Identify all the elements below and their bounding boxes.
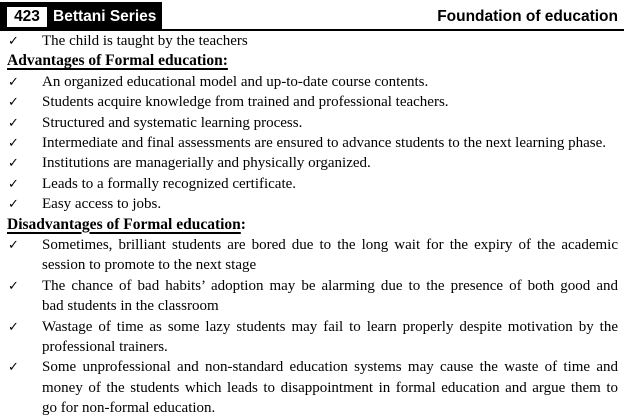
list-item [7,133,618,153]
list-item [7,317,618,358]
checkmark-icon: ✓ [8,360,19,376]
list-item-text-line: go for non-formal education. [42,400,216,417]
list-item-text: Intermediate and final assessments are ensured to advance students to the next learning phase. [42,135,606,152]
checkmark-icon: ✓ [8,278,19,294]
checkmark-icon: ✓ [8,176,19,192]
list-item-text: An organized educational model and up-to-date course contents. [42,73,429,90]
list-item-text: Structured and systematic learning process. [42,114,303,131]
page-header [0,0,624,31]
list-item-text-line: Some unprofessional and non-standard education systems may cause the waste of time and [42,359,618,376]
list-item [7,153,618,173]
page-number: 423 [7,7,47,27]
list-item [7,194,618,214]
book-title: Foundation of education [437,8,618,25]
list-item [7,92,618,112]
list-item-text-line: bad students in the classroom [42,298,219,315]
checkmark-icon: ✓ [8,319,19,335]
list-item [7,72,618,92]
list-item-text: Leads to a formally recognized certificate. [42,175,297,192]
list-item-text: Easy access to jobs. [42,196,162,213]
list-item-text-line: The chance of bad habits’ adoption may be alarming due to the presence of both good and [42,277,618,294]
section-heading-disadvantages: Disadvantages of Formal education: [7,215,246,233]
checkmark-icon: ✓ [8,156,19,172]
checkmark-icon: ✓ [8,197,19,213]
checkmark-icon: ✓ [8,238,19,254]
checkmark-icon: ✓ [8,34,19,49]
checkmark-icon: ✓ [8,74,19,90]
list-item [7,31,618,51]
list-item [7,357,618,418]
section-heading-advantages: Advantages of Formal education: [7,52,228,70]
checkmark-icon: ✓ [8,115,19,131]
list-item-text-line: professional trainers. [42,339,168,356]
list-item-text-line: session to promote to the next stage [42,257,257,274]
list-item-text-line: Wastage of time as some lazy students may fail to learn properly despite motivation by the [42,318,618,335]
list-item [7,174,618,194]
list-item [7,276,618,317]
list-item-text: Institutions are managerially and physically organized. [42,155,371,172]
checkmark-icon: ✓ [8,95,19,111]
list-item-text: The child is taught by the teachers [42,33,248,49]
list-item-text-line: money of the students which leads to disappointment in formal education and argue them to [42,379,618,396]
page-content [7,31,618,419]
list-item [7,235,618,276]
series-title: Bettani Series [53,8,157,25]
list-item-text-line: Sometimes, brilliant students are bored due to the long wait for the expiry of the academic [42,237,618,254]
list-item [7,113,618,133]
list-item-text: Students acquire knowledge from trained and professional teachers. [42,94,449,111]
checkmark-icon: ✓ [8,136,19,152]
